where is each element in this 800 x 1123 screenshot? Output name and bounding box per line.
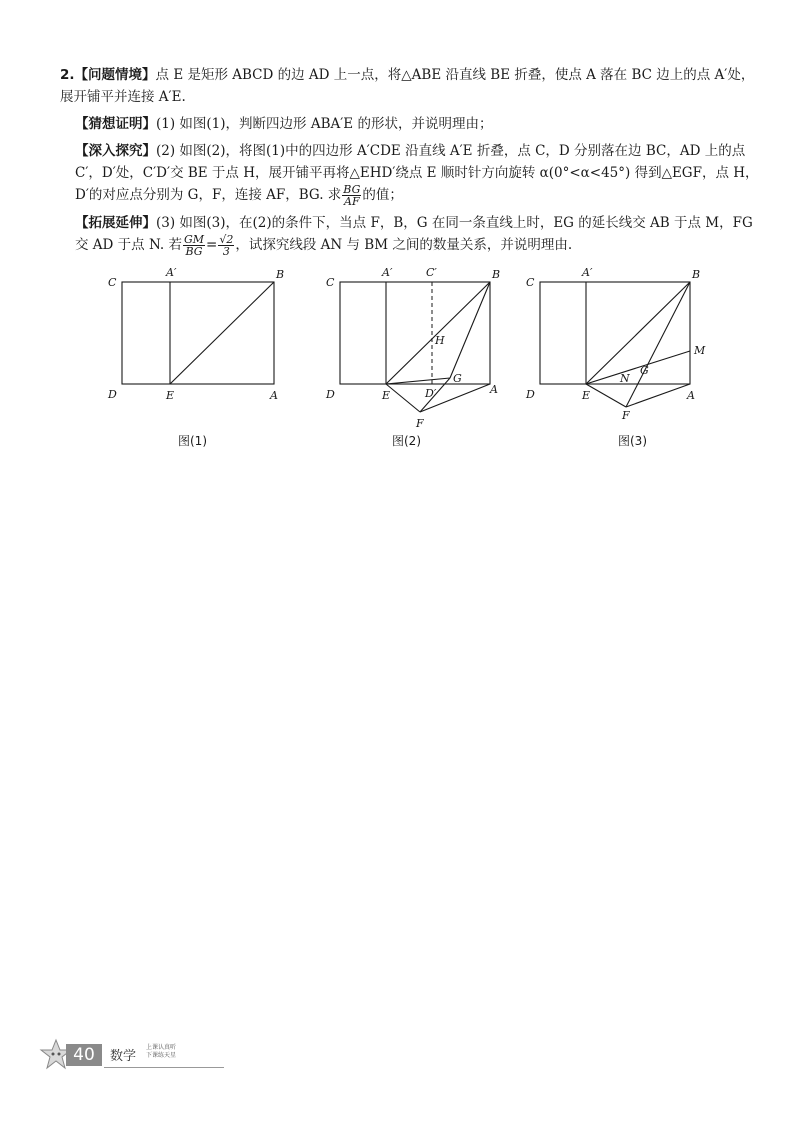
part-3: [60, 212, 760, 257]
label-a-prime: A′: [166, 266, 177, 279]
label-e: E: [582, 389, 591, 402]
fraction-numerator: GM: [183, 233, 205, 246]
page-footer: [38, 1038, 198, 1074]
figure-3-diagram: [522, 262, 742, 452]
rectangle-abcd: [122, 282, 274, 384]
label-a: A: [687, 389, 695, 402]
label-d: D: [108, 388, 117, 401]
label-g: G: [640, 364, 649, 377]
tag-problem-context: 【问题情境】: [74, 67, 156, 83]
label-a: A: [270, 389, 278, 402]
fraction-numerator: BG: [343, 183, 361, 196]
fraction-bg-af: [342, 184, 361, 207]
fraction-gm-bg: [183, 234, 205, 257]
fraction-numerator: √2: [219, 233, 234, 246]
part-2: [60, 140, 760, 207]
footer-slogan: [146, 1044, 176, 1060]
slogan-line-1: 上课认真听: [146, 1044, 177, 1051]
label-c: C: [326, 276, 335, 289]
figures-row: [90, 262, 750, 452]
figure-3: [522, 262, 742, 452]
fraction-root2-3: [218, 234, 234, 257]
rectangle-abcd: [540, 282, 690, 384]
label-g: G: [453, 372, 462, 385]
label-c: C: [526, 276, 535, 289]
problem-context-text: 点 E 是矩形 ABCD 的边 AD 上一点，将△ABE 沿直线 BE 折叠，使点 A 落在 BC 边上的点 A′处，展开铺平并连接 A′E.: [60, 67, 755, 105]
footer-divider: [104, 1067, 224, 1068]
problem-2: [60, 64, 760, 262]
figure-2-caption: 图(2): [392, 434, 421, 448]
tag-conjecture: 【猜想证明】: [75, 116, 156, 132]
label-f: F: [416, 417, 424, 430]
part-2-text-b: 的值；: [362, 187, 403, 203]
fraction-denominator: 3: [222, 245, 230, 258]
label-e: E: [382, 389, 391, 402]
label-b: B: [276, 268, 285, 281]
label-h: H: [435, 334, 445, 347]
fraction-denominator: BG: [185, 245, 203, 258]
subject-label: 数学: [110, 1049, 137, 1064]
label-d: D: [326, 388, 335, 401]
figure-1-diagram: [90, 262, 290, 452]
label-f: F: [622, 409, 630, 422]
figure-2: [312, 262, 512, 452]
segment-ef: [586, 384, 626, 407]
segment-eb: [586, 282, 690, 384]
rectangle-abcd: [340, 282, 490, 384]
segment-eb: [386, 282, 490, 384]
label-a-prime: A′: [582, 266, 593, 279]
figure-3-caption: 图(3): [618, 434, 647, 448]
segment-ef: [386, 384, 420, 412]
part-1: [60, 113, 760, 135]
segment-em: [586, 351, 690, 384]
label-d: D: [526, 388, 535, 401]
label-b: B: [692, 268, 701, 281]
label-b: B: [492, 268, 501, 281]
label-n: N: [620, 372, 630, 385]
problem-intro: [60, 64, 760, 108]
segment-bf: [626, 282, 690, 407]
tag-extension: 【拓展延伸】: [75, 215, 156, 231]
segment-eg: [386, 378, 450, 384]
segment-bg: [450, 282, 490, 378]
label-d-prime: D′: [425, 387, 437, 400]
label-c: C: [108, 276, 117, 289]
equals-sign: =: [206, 237, 218, 253]
tag-explore: 【深入探究】: [75, 143, 156, 159]
part-3-text-b: ，试探究线段 AN 与 BM 之间的数量关系，并说明理由.: [235, 237, 573, 253]
part-3-text-a: (3) 如图(3)，在(2)的条件下，当点 F，B，G 在同一条直线上时，EG 的延长线交 AB 于点 M，FG 交 AD 于点 N. 若: [75, 215, 753, 253]
page-number: 40: [66, 1044, 102, 1066]
part-2-text-a: (2) 如图(2)，将图(1)中的四边形 A′CDE 沿直线 A′E 折叠，点 C，D 分别落在边 BC，AD 上的点 C′，D′处，C′D′交 BE 于点 H，展开铺平再将△EHD′绕点 E 顺时针方向旋转 α(0°<α<45°) 得到△EGF，点 H，D′的对应点分别为 G，F，连接 AF，BG. 求: [75, 143, 759, 203]
figure-2-diagram: [312, 262, 512, 452]
part-1-text: (1) 如图(1)，判断四边形 ABA′E 的形状，并说明理由；: [156, 116, 493, 132]
slogan-line-2: 下课练天星: [146, 1052, 177, 1059]
figure-1: [90, 262, 290, 452]
figure-1-caption: 图(1): [178, 434, 207, 448]
label-e: E: [166, 389, 175, 402]
label-a-prime: A′: [382, 266, 393, 279]
label-c-prime: C′: [426, 266, 437, 279]
fraction-denominator: AF: [344, 195, 360, 208]
label-a: A: [490, 383, 498, 396]
question-number: 2.: [60, 67, 75, 83]
label-m: M: [694, 344, 706, 357]
segment-eb: [170, 282, 274, 384]
